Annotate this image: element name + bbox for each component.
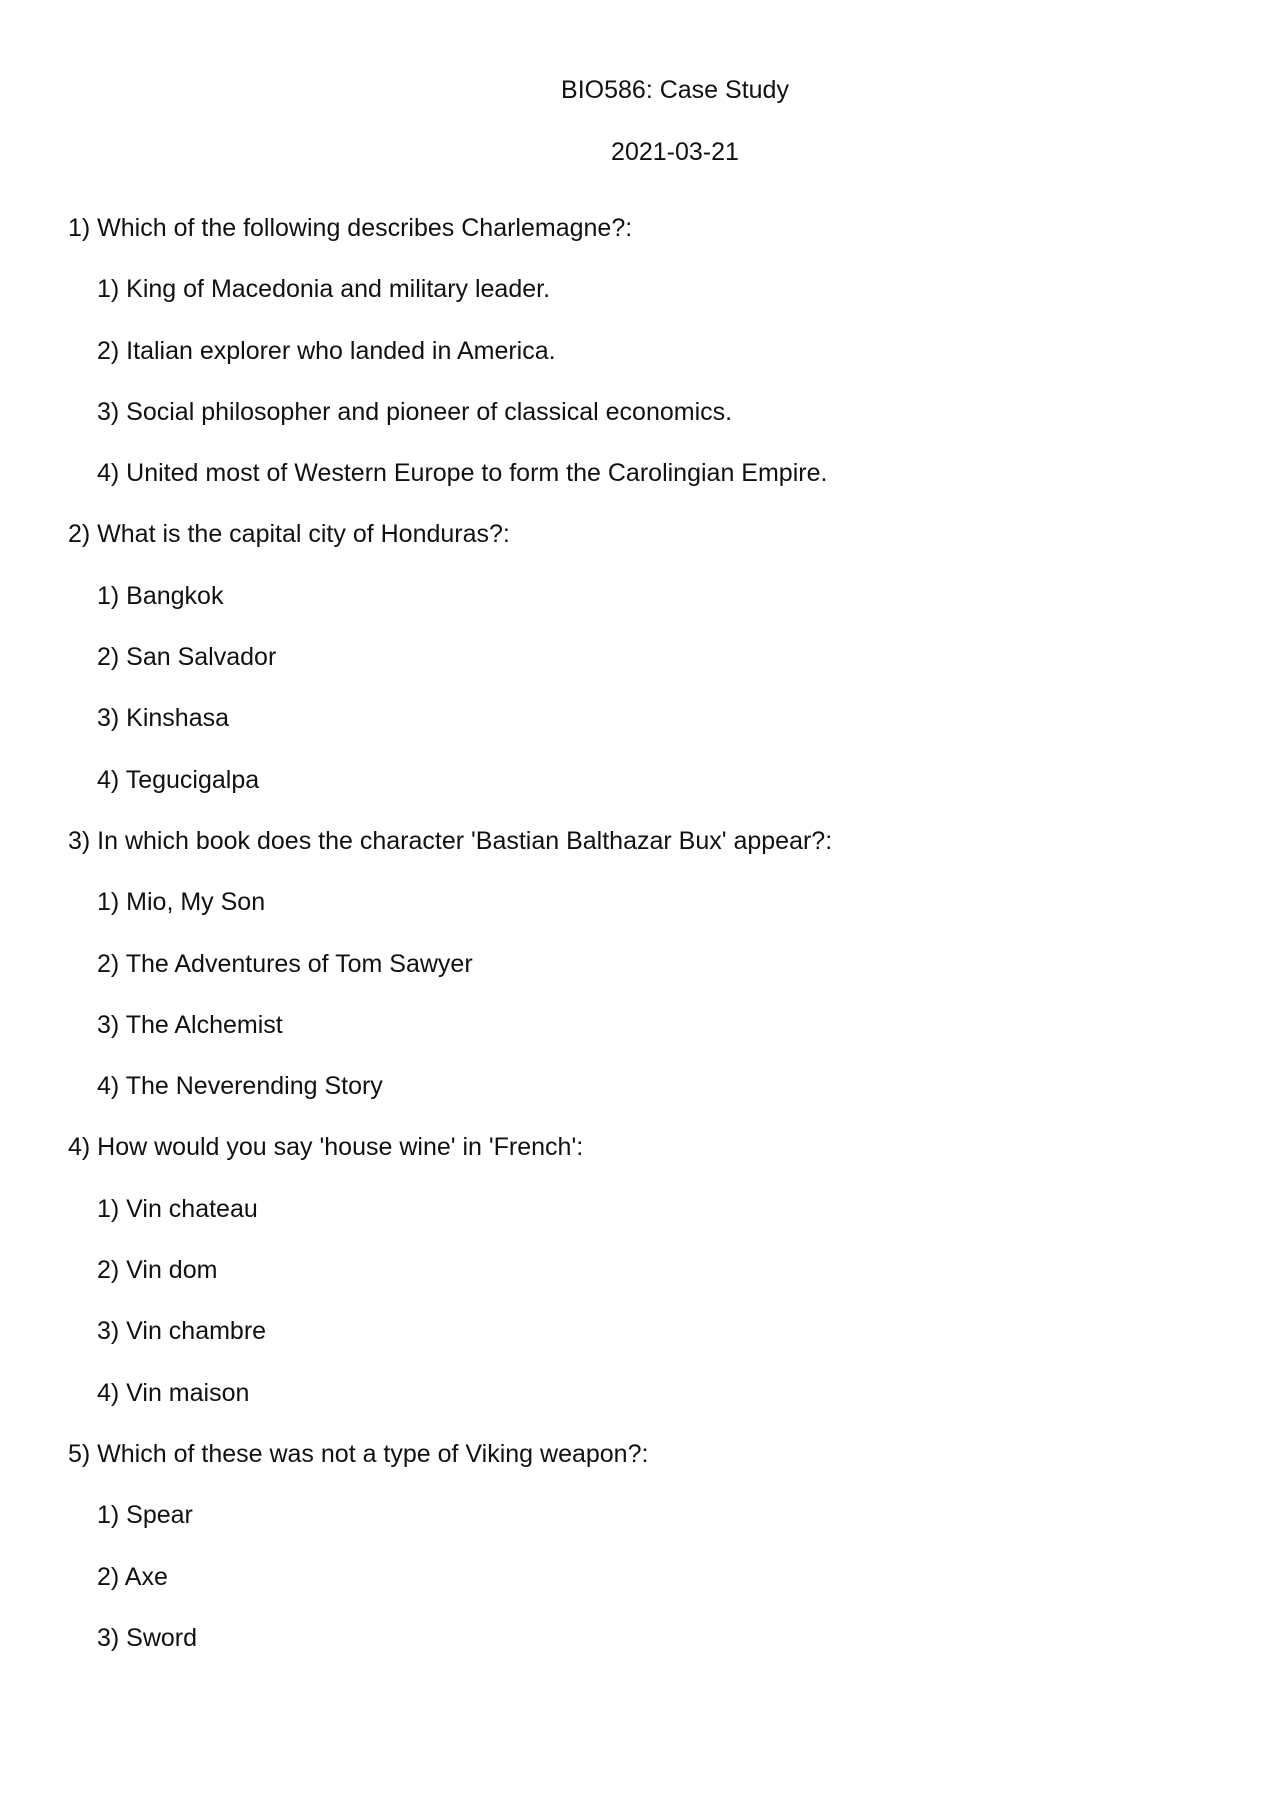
question-5: 5) Which of these was not a type of Viking weapon?: <box>68 1439 649 1468</box>
question-3-option-3: 3) The Alchemist <box>97 1010 283 1039</box>
question-2: 2) What is the capital city of Honduras?: <box>68 520 510 549</box>
question-2-option-1: 1) Bangkok <box>97 581 224 610</box>
question-1-option-2: 2) Italian explorer who landed in America. <box>97 336 556 365</box>
question-3: 3) In which book does the character 'Bastian Balthazar Bux' appear?: <box>68 826 833 855</box>
question-4-option-1: 1) Vin chateau <box>97 1194 258 1223</box>
question-4-option-2: 2) Vin dom <box>97 1256 218 1285</box>
question-5-option-1: 1) Spear <box>97 1501 193 1530</box>
question-1: 1) Which of the following describes Charlemagne?: <box>68 214 633 242</box>
question-3-option-4: 4) The Neverending Story <box>97 1072 383 1101</box>
question-4-option-4: 4) Vin maison <box>97 1378 250 1407</box>
question-5-option-2: 2) Axe <box>97 1562 168 1591</box>
question-1-option-4: 4) United most of Western Europe to form the Carolingian Empire. <box>97 459 828 488</box>
question-list <box>68 198 1218 1669</box>
question-1-option-1: 1) King of Macedonia and military leader. <box>97 275 551 304</box>
question-3-option-1: 1) Mio, My Son <box>97 888 266 917</box>
question-5-option-3: 3) Sword <box>97 1623 198 1652</box>
question-1-option-3: 3) Social philosopher and pioneer of classical economics. <box>97 397 733 426</box>
question-4-option-3: 3) Vin chambre <box>97 1317 267 1346</box>
question-2-option-4: 4) Tegucigalpa <box>97 765 260 794</box>
document-date: 2021-03-21 <box>611 138 739 166</box>
question-4: 4) How would you say 'house wine' in 'French': <box>68 1133 584 1162</box>
question-2-option-3: 3) Kinshasa <box>97 704 230 733</box>
question-2-option-2: 2) San Salvador <box>97 643 277 672</box>
document-title: BIO586: Case Study <box>561 76 789 104</box>
question-3-option-2: 2) The Adventures of Tom Sawyer <box>97 949 473 978</box>
